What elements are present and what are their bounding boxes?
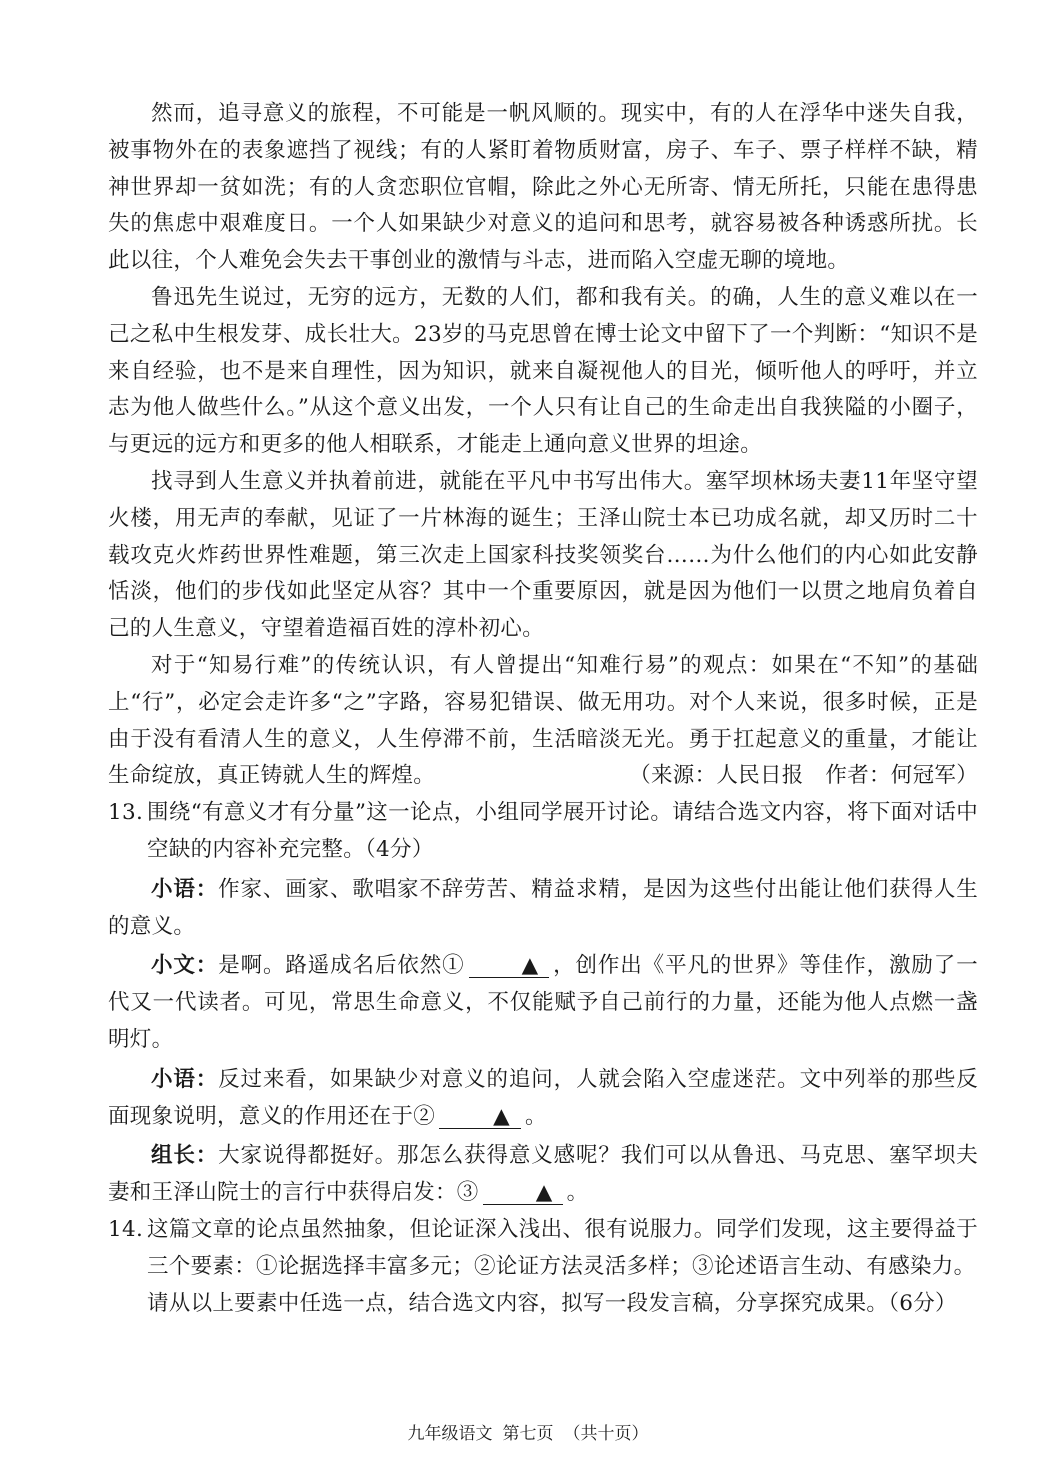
question-13 [108,795,978,869]
dialogue-text: 。 [525,1103,547,1129]
dialogue-speaker: 小语： [151,1066,219,1092]
page-footer [0,1419,1056,1444]
question-13-number: 13. [108,800,144,826]
passage-paragraph-3: 找寻到人生意义并执着前进，就能在平凡中书写出伟大。塞罕坝林场夫妻11年坚守望火楼，用无声的奉献，见证了一片林海的诞生；王泽山院士本已功成名就，却又历时二十载攻克火炸药世界性难题，第三次走上国家科技奖领奖台……为什么他们的内心如此安静恬淡，他们的步伐如此坚定从容？其中一个重要原因，就是因为他们一以贯之地肩负着自己的人生意义，守望着造福百姓的淳朴初心。 [108,468,978,642]
dialogue-text: ，创作出《平凡的世界》等佳作，激励了一代又一代读者。可见，常思生命意义，不仅能赋予自己前行的力量，还能为他人点燃一盏明灯。 [108,953,978,1052]
footer-total-pages: （共十页） [563,1424,649,1444]
dialogue-line-1 [108,872,978,946]
question-14-task-text: 请从以上要素中任选一点，结合选文内容，拟写一段发言稿，分享探究成果。（6分） [147,1290,957,1316]
dialogue-speaker: 小语： [151,876,219,902]
passage-paragraph-4-text: 对于“知易行难”的传统认识，有人曾提出“知难行易”的观点：如果在“不知”的基础上“行”，必定会走许多“之”字路，容易犯错误、做无用功。对个人来说，很多时候，正是由于没有看清人生的意义，人生停滞不前，生活暗淡无光。勇于扛起意义的重量，才能让生命绽放，真正铸就人生的辉煌。 [108,652,978,789]
passage-paragraph-4 [108,648,978,795]
page-content [108,96,978,1322]
question-13-prompt: 围绕“有意义才有分量”这一论点，小组同学展开讨论。请结合选文内容，将下面对话中空缺的内容补充完整。（4分） [147,800,978,862]
question-14 [108,1212,978,1286]
question-14-number: 14. [108,1216,144,1242]
passage-paragraph-1: 然而，追寻意义的旅程，不可能是一帆风顺的。现实中，有的人在浮华中迷失自我，被事物外在的表象遮挡了视线；有的人紧盯着物质财富，房子、车子、票子样样不缺，精神世界却一贫如洗；有的人贪恋职位官帽，除此之外心无所寄、情无所托，只能在患得患失的焦虑中艰难度日。一个人如果缺少对意义的追问和思考，就容易被各种诱惑所扰。长此以往，个人难免会失去干事创业的激情与斗志，进而陷入空虚无聊的境地。 [108,101,978,274]
passage-paragraph-2: 鲁迅先生说过，无穷的远方，无数的人们，都和我有关。的确，人生的意义难以在一己之私中生根发芽、成长壮大。23岁的马克思曾在博士论文中留下了一个判断：“知识不是来自经验，也不是来自理性，因为知识，就来自凝视他人的目光，倾听他人的呼吁，并立志为他人做些什么。”从这个意义出发，一个人只有让自己的生命走出自我狭隘的小圈子，与更远的远方和更多的他人相联系，才能走上通向意义世界的坦途。 [108,284,978,458]
dialogue-text: 反过来看，如果缺少对意义的追问，人就会陷入空虚迷茫。文中列举的那些反面现象说明，意义的作用还在于② [108,1066,978,1129]
footer-page-number: 第七页 [502,1424,554,1444]
dialogue-text: 是啊。路遥成名后依然① [218,953,465,979]
dialogue-text: 。 [566,1180,589,1206]
question-14-prompt: 这篇文章的论点虽然抽象，但论证深入浅出、很有说服力。同学们发现，这主要得益于三个要素：①论据选择丰富多元；②论证方法灵活多样；③论述语言生动、有感染力。 [147,1216,978,1279]
answer-blank-2[interactable]: ▲ [439,1106,521,1129]
answer-blank-1[interactable]: ▲ [469,955,549,978]
dialogue-line-4 [108,1138,978,1212]
dialogue-line-3 [108,1062,978,1136]
question-14-task [108,1286,978,1323]
dialogue-text: 大家说得都挺好。那怎么获得意义感呢？我们可以从鲁迅、马克思、塞罕坝夫妻和王泽山院士的言行中获得启发：③ [108,1143,978,1206]
passage-source: （来源：人民日报 作者：何冠军） [629,763,978,789]
footer-subject: 九年级语文 [407,1424,493,1444]
dialogue-speaker: 组长： [151,1143,219,1169]
dialogue-line-2 [108,948,978,1058]
answer-blank-3[interactable]: ▲ [483,1182,563,1205]
dialogue-text: 作家、画家、歌唱家不辞劳苦、精益求精，是因为这些付出能让他们获得人生的意义。 [108,876,978,939]
dialogue-speaker: 小文： [151,953,219,979]
